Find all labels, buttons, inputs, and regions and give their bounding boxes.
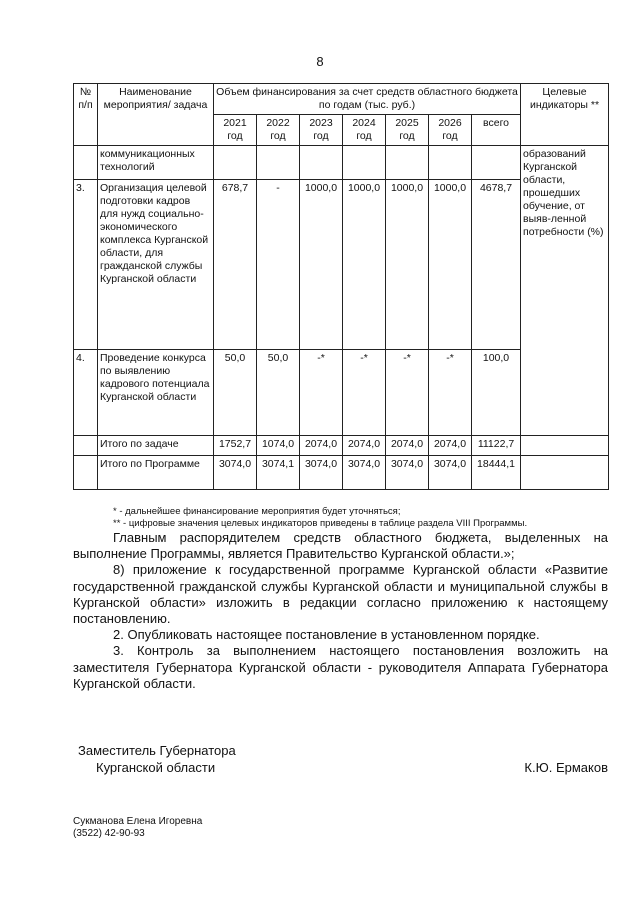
header-year: 2025 год: [386, 115, 429, 146]
header-indicators: Целевые индикаторы **: [521, 84, 609, 146]
header-total: всего: [472, 115, 521, 146]
executor-phone: (3522) 42-90-93: [73, 828, 145, 839]
row-name: коммуникационных технологий: [98, 146, 214, 180]
row-value: [343, 146, 386, 180]
header-year: 2026 год: [429, 115, 472, 146]
header-financing: Объем финансирования за счет средств областного бюджета по годам (тыс. руб.): [214, 84, 521, 115]
header-year: 2024 год: [343, 115, 386, 146]
paragraph: 2. Опубликовать настоящее постановление в установленном порядке.: [113, 627, 540, 643]
footnote: * - дальнейшее финансирование мероприятия будет уточняться;: [113, 506, 401, 517]
row-indicator: [521, 436, 609, 456]
row-value: 100,0: [472, 350, 521, 436]
table-row-subtotal: [74, 436, 609, 456]
row-value: 11122,7: [472, 436, 521, 456]
row-value: 2074,0: [429, 436, 472, 456]
row-value: [386, 146, 429, 180]
executor-info: [73, 816, 202, 840]
row-name: Проведение конкурса по выявлению кадрового потенциала Курганской области: [98, 350, 214, 436]
row-value: 2074,0: [386, 436, 429, 456]
row-num: [74, 146, 98, 180]
paragraph: 3. Контроль за выполнением настоящего постановления возложить на заместителя Губернатора Курганской области - руководителя Аппарата Губернатора Курганской области.: [73, 643, 608, 691]
row-value: 3074,0: [300, 456, 343, 490]
row-value: 1000,0: [386, 180, 429, 350]
row-indicator: [521, 456, 609, 490]
row-value: [472, 146, 521, 180]
row-value: 678,7: [214, 180, 257, 350]
row-value: 18444,1: [472, 456, 521, 490]
row-num: [74, 456, 98, 490]
page-number: 8: [316, 54, 324, 69]
row-value: 1000,0: [429, 180, 472, 350]
row-value: 3074,0: [214, 456, 257, 490]
row-value: 1000,0: [343, 180, 386, 350]
row-value: -*: [343, 350, 386, 436]
row-value: 50,0: [214, 350, 257, 436]
row-num: 3.: [74, 180, 98, 350]
row-indicator: образований Курганской области, прошедших обучение, от выяв-ленной потребности (%): [521, 146, 609, 436]
row-value: 4678,7: [472, 180, 521, 350]
footnote: ** - цифровые значения целевых индикаторов приведены в таблице раздела VIII Программы.: [113, 518, 528, 529]
row-value: -*: [386, 350, 429, 436]
signature-position: [78, 742, 236, 776]
row-value: -*: [300, 350, 343, 436]
row-value: 3074,1: [257, 456, 300, 490]
row-value: 2074,0: [300, 436, 343, 456]
header-year: 2021 год: [214, 115, 257, 146]
row-num: 4.: [74, 350, 98, 436]
executor-name: Сукманова Елена Игоревна: [73, 816, 203, 827]
row-value: 1000,0: [300, 180, 343, 350]
row-value: 2074,0: [343, 436, 386, 456]
header-year: 2023 год: [300, 115, 343, 146]
row-value: 1752,7: [214, 436, 257, 456]
table-row: [74, 146, 609, 180]
signature-position-line: Заместитель Губернатора: [78, 743, 236, 758]
body-text: [73, 530, 608, 692]
row-value: 3074,0: [343, 456, 386, 490]
signature-position-line: Курганской области: [96, 760, 216, 775]
footnotes: [113, 506, 613, 530]
row-value: -: [257, 180, 300, 350]
header-name: Наименование мероприятия/ задача: [98, 84, 214, 146]
row-num: [74, 436, 98, 456]
row-value: 50,0: [257, 350, 300, 436]
row-name: Организация целевой подготовки кадров для нужд социально-экономического комплекса Курганской области, для гражданской службы Курганской области: [98, 180, 214, 350]
signature-name: К.Ю. Ермаков: [524, 760, 608, 775]
table-header-row: [74, 84, 609, 115]
financing-table: [73, 83, 609, 490]
header-year: 2022 год: [257, 115, 300, 146]
row-value: 3074,0: [429, 456, 472, 490]
paragraph: 8) приложение к государственной программе Курганской области «Развитие государственной гражданской службы Курганской области и муниципальной службы в Курганской области» изложить в редакции согласно приложению к настоящему постановлению.: [73, 562, 608, 627]
row-value: [300, 146, 343, 180]
row-value: -*: [429, 350, 472, 436]
row-value: [429, 146, 472, 180]
paragraph: Главным распорядителем средств областного бюджета, выделенных на выполнение Программы, является Правительство Курганской области.»;: [73, 530, 608, 562]
row-value: [214, 146, 257, 180]
table-row-total: [74, 456, 609, 490]
row-value: 3074,0: [386, 456, 429, 490]
row-value: [257, 146, 300, 180]
row-name: Итого по Программе: [98, 456, 214, 490]
row-value: 1074,0: [257, 436, 300, 456]
row-name: Итого по задаче: [98, 436, 214, 456]
header-num: № п/п: [74, 84, 98, 146]
